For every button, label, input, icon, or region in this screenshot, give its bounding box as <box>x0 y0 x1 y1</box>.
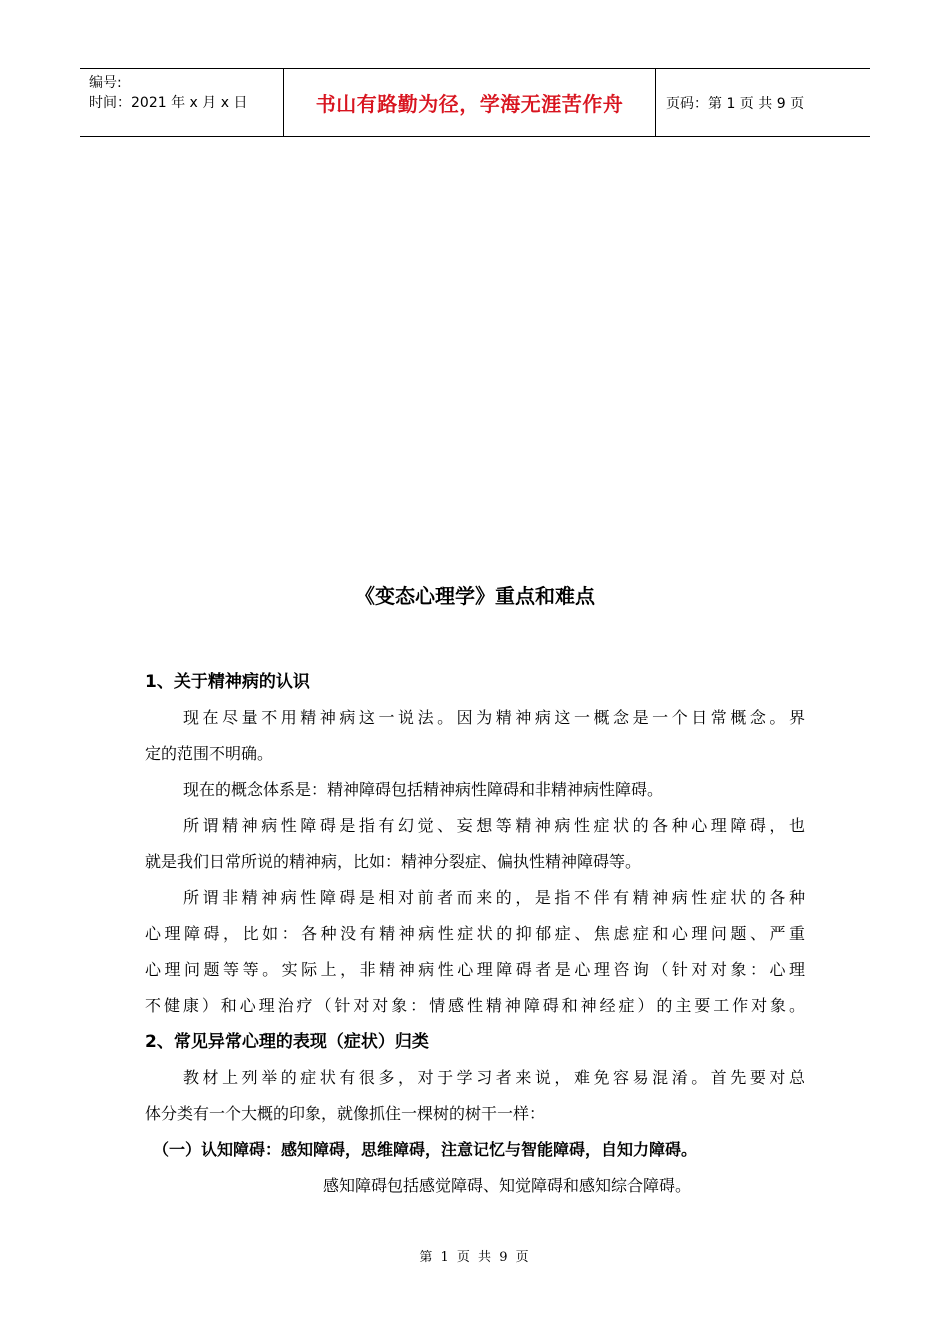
section-heading-1: 1、关于精神病的认识 <box>145 672 310 692</box>
section-heading-2: 2、常见异常心理的表现（症状）归类 <box>145 1032 429 1052</box>
paragraph-line: 心理问题等等。实际上，非精神病性心理障碍者是心理咨询（针对对象：心理 <box>145 960 805 979</box>
paragraph-line: 感知障碍包括感觉障碍、知觉障碍和感知综合障碍。 <box>323 1176 692 1195</box>
subsection-heading: （一）认知障碍：感知障碍，思维障碍，注意记忆与智能障碍，自知力障碍。 <box>153 1140 698 1159</box>
paragraph-line: 所谓非精神病性障碍是相对前者而来的，是指不伴有精神病性症状的各种 <box>183 888 805 907</box>
document-title: 《变态心理学》重点和难点 <box>355 584 595 608</box>
number-label: 编号: <box>89 75 122 91</box>
paragraph-line: 不健康）和心理治疗（针对对象：情感性精神障碍和神经症）的主要工作对象。 <box>145 996 805 1015</box>
header-left-cell <box>80 69 283 136</box>
paragraph-line: 体分类有一个大概的印象，就像抓住一棵树的树干一样： <box>145 1104 546 1123</box>
paragraph-line: 定的范围不明确。 <box>145 744 274 763</box>
paragraph-line: 现在尽量不用精神病这一说法。因为精神病这一概念是一个日常概念。界 <box>183 708 805 727</box>
paragraph-line: 教材上列举的症状有很多，对于学习者来说，难免容易混淆。首先要对总 <box>183 1068 805 1087</box>
header-page-cell <box>656 69 870 136</box>
paragraph-line: 心理障碍，比如：各种没有精神病性症状的抑郁症、焦虑症和心理问题、严重 <box>145 924 805 943</box>
paragraph-line: 现在的概念体系是：精神障碍包括精神病性障碍和非精神病性障碍。 <box>183 780 664 799</box>
paragraph-line: 所谓精神病性障碍是指有幻觉、妄想等精神病性症状的各种心理障碍，也 <box>183 816 805 835</box>
page-header <box>80 68 870 137</box>
time-label: 时间：2021 年 x 月 x 日 <box>89 95 248 111</box>
document-body <box>145 664 805 1204</box>
page-footer: 第 1 页 共 9 页 <box>419 1250 531 1265</box>
motto-text: 书山有路勤为径，学海无涯苦作舟 <box>315 92 624 116</box>
page-label: 页码：第 1 页 共 9 页 <box>666 95 805 112</box>
paragraph-line: 就是我们日常所说的精神病，比如：精神分裂症、偏执性精神障碍等。 <box>145 852 642 871</box>
header-motto-cell <box>283 69 656 136</box>
